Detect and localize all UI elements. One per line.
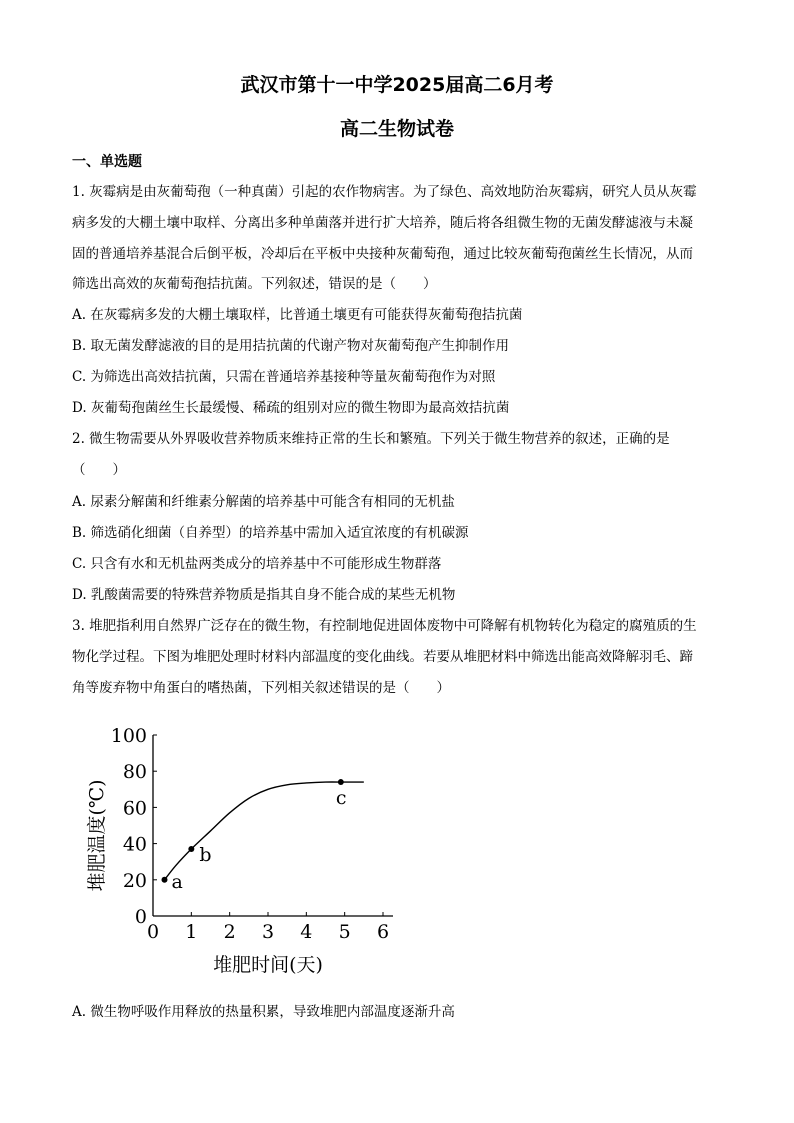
x-tick-label: 0: [146, 921, 160, 943]
point-label-b: b: [199, 844, 212, 867]
y-tick-label: 100: [110, 725, 147, 747]
temperature-curve: [165, 782, 364, 880]
option-a[interactable]: A. 微生物呼吸作用释放的热量积累，导致堆肥内部温度逐渐升高: [72, 1004, 455, 1020]
point-label-c: c: [335, 787, 347, 810]
question-line: 病多发的大棚土壤中取样、分离出多种单菌落并进行扩大培养，随后将各组微生物的无菌发酵滤液与未凝: [72, 215, 693, 231]
y-tick-label: 0: [134, 906, 147, 928]
option-d[interactable]: D. 灰葡萄孢菌丝生长最缓慢、稀疏的组别对应的微生物即为最高效拮抗菌: [72, 400, 510, 416]
option-a[interactable]: A. 尿素分解菌和纤维素分解菌的培养基中可能含有相同的无机盐: [72, 494, 455, 510]
y-tick-label: 40: [122, 833, 147, 856]
option-c[interactable]: C. 只含有水和无机盐两类成分的培养基中不可能形成生物群落: [72, 556, 442, 572]
exam-title: 武汉市第十一中学2025届高二6月考: [240, 74, 554, 96]
question-line: 筛选出高效的灰葡萄孢拮抗菌。下列叙述，错误的是（ ）: [72, 276, 437, 292]
point-b: [188, 846, 194, 852]
point-c: [338, 779, 344, 785]
option-a[interactable]: A. 在灰霉病多发的大棚土壤取样，比普通土壤更有可能获得灰葡萄孢拮抗菌: [72, 307, 523, 323]
question-line: 固的普通培养基混合后倒平板，冷却后在平板中央接种灰葡萄孢，通过比较灰葡萄孢菌丝生长情况，从而: [72, 246, 693, 262]
question-line: 1. 灰霉病是由灰葡萄孢（一种真菌）引起的农作物病害。为了绿色、高效地防治灰霉病，研究人员从灰霉: [72, 184, 697, 200]
point-a: [162, 877, 168, 883]
question-line: 2. 微生物需要从外界吸收营养物质来维持正常的生长和繁殖。下列关于微生物营养的叙述，正确的是: [72, 431, 670, 447]
x-tick-label: 2: [223, 921, 236, 943]
y-tick-label: 60: [122, 797, 147, 820]
temperature-chart: [60, 715, 420, 985]
option-b[interactable]: B. 筛选硝化细菌（自养型）的培养基中需加入适宜浓度的有机碳源: [72, 525, 469, 541]
y-tick-label: 80: [122, 761, 147, 784]
x-axis-label: 堆肥时间(天): [213, 954, 323, 976]
question-line: 物化学过程。下图为堆肥处理时材料内部温度的变化曲线。若要从堆肥材料中筛选出能高效降解羽毛、蹄: [72, 649, 693, 665]
option-b[interactable]: B. 取无菌发酵滤液的目的是用拮抗菌的代谢产物对灰葡萄孢产生抑制作用: [72, 338, 510, 354]
x-tick-label: 3: [261, 921, 275, 943]
point-label-a: a: [171, 870, 183, 893]
section-heading: 一、单选题: [72, 154, 142, 170]
question-line: 3. 堆肥指利用自然界广泛存在的微生物，有控制地促进固体废物中可降解有机物转化为稳定的腐殖质的生: [72, 618, 697, 634]
x-tick-label: 5: [338, 921, 351, 943]
x-tick-label: 4: [300, 921, 313, 943]
exam-subtitle: 高二生物试卷: [339, 118, 454, 140]
x-tick-label: 6: [376, 921, 390, 943]
y-axis-label: 堆肥温度(℃): [86, 779, 108, 892]
x-tick-label: 1: [185, 921, 198, 943]
question-line: （ ）: [72, 462, 126, 478]
chart-axes: [153, 735, 393, 916]
option-d[interactable]: D. 乳酸菌需要的特殊营养物质是指其自身不能合成的某些无机物: [72, 587, 456, 603]
question-line: 角等废弃物中角蛋白的嗜热菌，下列相关叙述错误的是（ ）: [72, 680, 450, 696]
option-c[interactable]: C. 为筛选出高效拮抗菌，只需在普通培养基接种等量灰葡萄孢作为对照: [72, 369, 496, 385]
y-tick-label: 20: [122, 869, 147, 892]
